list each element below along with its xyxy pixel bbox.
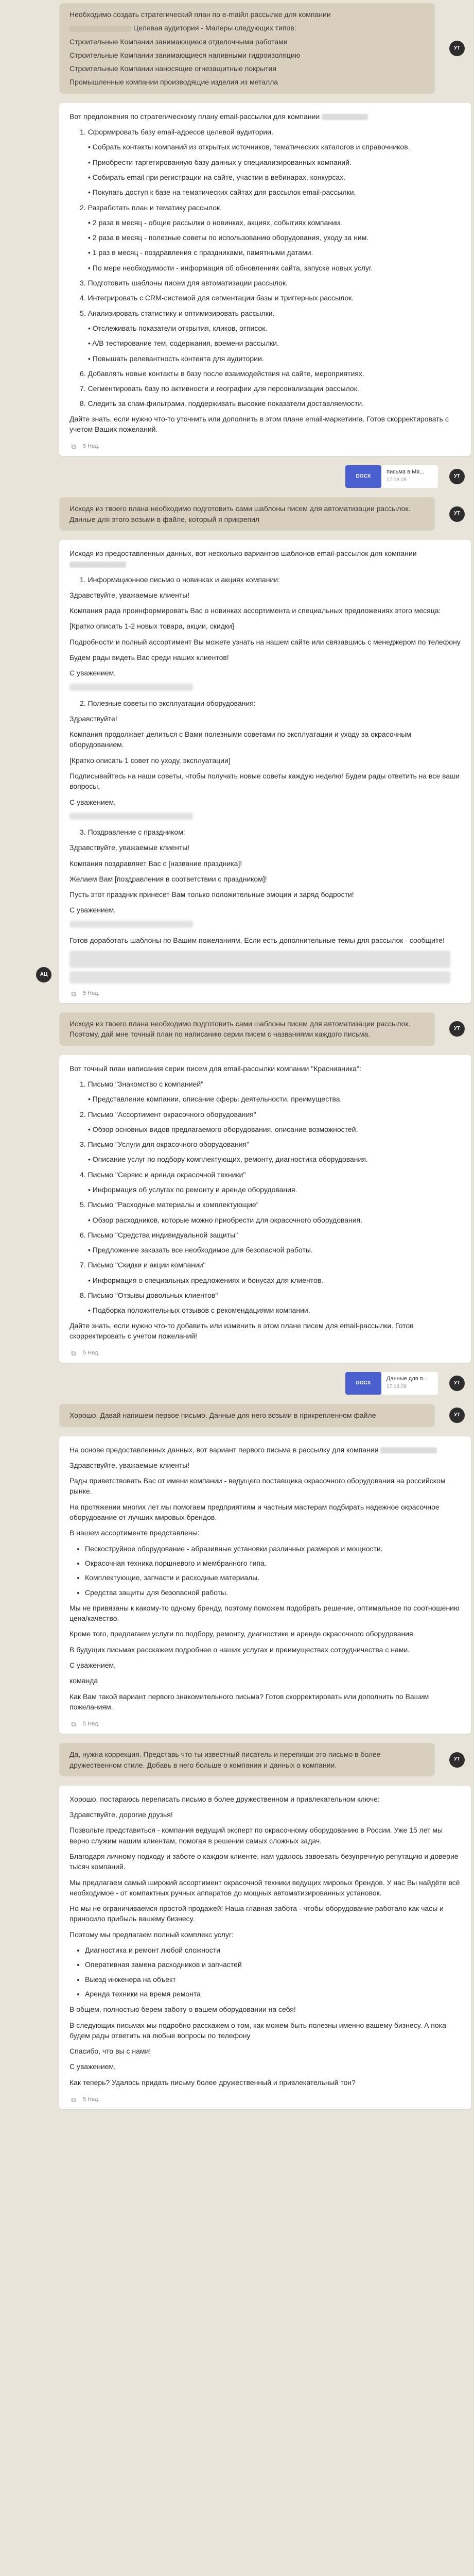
message-footer [69, 2093, 461, 2104]
letter-plan-item: • Предложение заказать все необходимое для безопасной работы. [88, 1246, 313, 1255]
redacted-block [69, 951, 450, 968]
letter-line: Мы не привязаны к какому-то одному бренду, поэтому поможем подобрать решение, оптимальное по соотношению цена/качество. [69, 1603, 460, 1623]
assistant-message-card [59, 1436, 471, 1734]
message-line: Исходя из твоего плана необходимо подготовить сами шаблоны писем для автоматизации рассылок. Данные для этого возьми в файле, который я прикрепил [69, 504, 411, 523]
letter-plan-item: • Представление компании, описание сферы деятельности, преимущества. [88, 1095, 342, 1104]
copy-icon[interactable]: ⧉ [71, 989, 76, 997]
message-intro: На основе предоставленных данных, вот вариант первого письма в рассылку для компании [69, 1445, 461, 1455]
user-avatar[interactable]: УТ [449, 1408, 465, 1423]
template-line: Компания рада проинформировать Вас о новинках ассортимента и специальных предложениях этого месяца: [69, 606, 441, 615]
message-line: Строительные Компании занимающиеся наливными гидроизоляцию [69, 50, 301, 59]
redacted-signature [69, 812, 193, 820]
service-item: • Аренда техники на время ремонта [85, 1989, 461, 1999]
assortment-item: • Средства защиты для безопасной работы. [85, 1587, 461, 1598]
letter-line: В будущих письмах расскажем подробнее о наших услугах и преимуществах сотрудничества с нами. [69, 1645, 410, 1654]
letter-body [69, 1603, 461, 1712]
user-message [0, 3, 474, 94]
assistant-message-card [59, 1786, 471, 2109]
message-age: 5 Нед. [83, 1350, 100, 1357]
letter-plan-item: • Обзор основных видов предлагаемого оборудования, описание возможностей. [88, 1125, 358, 1133]
message-line: Да, нужна коррекция. Представь что ты известный писатель и перепиши это письмо в более дружественном стиле. Добавь в него больше о компании и данных о компании. [69, 1750, 381, 1769]
file-icon: DOCX [345, 465, 381, 488]
assistant-message-card [59, 1055, 471, 1363]
template-line: Компания продолжает делиться с Вами полезными советами по эксплуатации и уходу за окрасочным оборудованием. [69, 730, 411, 749]
letter-line: В следующих письмах мы подробно расскажем о том, как можем быть полезны именно вашему бизнесу. А пока будем рады ответить на любые вопросы по телефону [69, 2021, 446, 2040]
template-body [69, 714, 461, 807]
template-line: Подписывайтесь на наши советы, чтобы получать новые советы каждую неделю! Будем рады ответить на все ваши вопросы. [69, 772, 460, 791]
section-heading: 1. Информационное письмо о новинках и акциях компании: [80, 575, 280, 584]
template-line: Здравствуйте, уважаемые клиенты! [69, 843, 190, 852]
section-heading: 3. Поздравление с праздником: [80, 827, 185, 836]
template-line: С уважением, [69, 669, 116, 677]
message-age: 5 Нед. [83, 2096, 100, 2103]
assistant-message-card [59, 540, 471, 1003]
letter-plan-item: • Обзор расходников, которые можно приобрести для окрасочного оборудования. [88, 1215, 363, 1224]
message-outro: Дайте знать, если нужно что-то уточнить или дополнить в этом плане email-маркетинга. Готов скорректировать с учетом Ваших пожеланий. [69, 414, 449, 434]
message-footer [69, 1717, 461, 1728]
template-line: С уважением, [69, 906, 116, 914]
letter-plan-item: 6. Письмо "Средства индивидуальной защиты" [80, 1230, 238, 1239]
assortment-list [85, 1544, 461, 1598]
plan-item: 4. Интегрировать с CRM-системой для сегментации базы и триггерных рассылок. [80, 294, 354, 302]
template-line: Подробности и полный ассортимент Вы можете узнать на нашем сайте или связавшись с менеджером по телефону [69, 637, 461, 646]
message-footer [69, 1346, 461, 1358]
letter-plan-item: • Информация о специальных предложениях и бонусах для клиентов. [88, 1276, 324, 1284]
template-line: Желаем Вам [поздравления в соответствии с праздником]! [69, 874, 267, 883]
user-avatar[interactable]: УТ [449, 506, 465, 522]
user-message [0, 1404, 474, 1427]
template-line: [Кратко описать 1-2 новых товара, акции, скидки] [69, 622, 234, 631]
copy-icon[interactable]: ⧉ [71, 2095, 76, 2104]
message-outro: Готов доработать шаблоны по Вашим пожеланиям. Если есть дополнительные темы для рассылок - сообщите! [69, 936, 445, 944]
plan-list [69, 127, 461, 409]
user-message-bubble [59, 1404, 435, 1427]
message-line: Строительные Компании наносящие огнезащитные покрытия [69, 64, 276, 73]
plan-item: 2. Разработать план и тематику рассылок. [80, 203, 222, 212]
user-message [0, 1012, 474, 1046]
plan-item: 6. Добавлять новые контакты в базу после взаимодействия на сайте, мероприятиях. [80, 369, 364, 378]
letter-line: Благодаря личному подходу и заботе о каждом клиенте, нам удалось завоевать безупречную репутацию и доверие тысяч компаний. [69, 1852, 459, 1871]
template-line: Компания поздравляет Вас с [название праздника]! [69, 859, 242, 868]
message-footer [69, 987, 461, 998]
template-line: С уважением, [69, 798, 116, 806]
template-line: Пусть этот праздник принесет Вам только положительные эмоции и заряд бодрости! [69, 890, 354, 899]
template-line: Будем рады видеть Вас среди наших клиентов! [69, 653, 229, 662]
user-avatar[interactable]: УТ [449, 41, 465, 56]
plan-item: • Отслеживать показатели открытия, кликов, отписок. [88, 324, 268, 332]
file-name: письма в Мя... [387, 469, 425, 476]
letter-line: Как теперь? Удалось придать письму более дружественный и привлекательный тон? [69, 2078, 356, 2087]
template-body [69, 590, 461, 679]
message-intro: Исходя из предоставленных данных, вот несколько вариантов шаблонов email-рассылок для компании [69, 548, 461, 569]
user-avatar[interactable]: УТ [449, 1752, 465, 1768]
letter-line: Мы предлагаем самый широкий ассортимент окрасочной техники ведущих мировых брендов. У нас Вы найдёте всё необходимое - от компактных ручных аппаратов до мощных автоматизированных установок. [69, 1878, 460, 1897]
service-item: • Диагностика и ремонт любой сложности [85, 1945, 461, 1955]
letter-line: С уважением, [69, 2062, 116, 2071]
message-line: Хорошо. Давай напишем первое письмо. Данные для него возьми в прикрепленном файле [69, 1411, 376, 1420]
user-avatar[interactable]: УТ [449, 469, 465, 484]
letter-plan-item: 8. Письмо "Отзывы довольных клиентов" [80, 1291, 218, 1300]
letter-plan-item: 7. Письмо "Скидки и акции компании" [80, 1261, 206, 1269]
message-intro: Вот точный план написания серии писем для email-рассылки компании "Краснианика": [69, 1064, 361, 1073]
message-intro: Вот предложения по стратегическому плану email-рассылки для компании [69, 111, 461, 122]
letter-plan-item: 2. Письмо "Ассортимент окрасочного оборудования" [80, 1110, 256, 1118]
plan-item: • По мере необходимости - информация об обновлениях сайта, запуске новых услуг. [88, 263, 373, 272]
message-line: Промышленные компании производящие изделия из металла [69, 78, 278, 87]
template-body [69, 842, 461, 915]
plan-item: • A/B тестирование тем, содержания, времени рассылки. [88, 339, 279, 348]
message-line: Исходя из твоего плана необходимо подготовить сами шаблоны писем для автоматизации рассылок. Поэтому, дай мне точный план по написанию серии писем с названиями каждого письма. [69, 1020, 411, 1039]
assortment-item: • Комплектующие, запчасти и расходные материалы. [85, 1572, 461, 1583]
redacted-text [69, 562, 126, 568]
user-message-bubble [59, 1012, 435, 1046]
letter-line: Как Вам такой вариант первого знакомительного письма? Готов скорректировать или дополнить по Вашим пожеланиям. [69, 1692, 429, 1711]
letter-plan-list [69, 1079, 461, 1316]
letter-plan-item: 3. Письмо "Услуги для окрасочного оборудования" [80, 1140, 250, 1149]
letter-line: Но мы не ограничиваемся простой продажей! Наша главная забота - чтобы оборудование работало как часы и приносило прибыль вашему бизнесу. [69, 1904, 444, 1923]
letter-plan-item: 4. Письмо "Сервис и аренда окрасочной техники" [80, 1170, 246, 1179]
services-list [85, 1945, 461, 1999]
message-age: 5 Нед. [83, 990, 100, 997]
assistant-message [0, 1055, 474, 1363]
message-footer [69, 439, 461, 451]
user-avatar[interactable]: УТ [449, 1021, 465, 1037]
plan-item: • Покупать доступ к базе на тематических сайтах для рассылок email-рассылки. [88, 188, 356, 197]
assistant-message [0, 1786, 474, 2109]
plan-item: • Собрать контакты компаний из открытых источников, тематических каталогов и справочников. [88, 143, 410, 151]
letter-line: В общем, полностью берем заботу о вашем оборудовании на себя! [69, 2005, 296, 2014]
letter-line: Спасибо, что вы с нами! [69, 2047, 151, 2056]
attached-file[interactable] [0, 1372, 474, 1395]
user-avatar[interactable]: УТ [449, 1376, 465, 1391]
plan-item: 5. Анализировать статистику и оптимизировать рассылки. [80, 309, 275, 317]
template-line: [Кратко описать 1 совет по уходу, эксплуатации] [69, 756, 231, 765]
service-item: • Оперативная замена расходников и запчастей [85, 1959, 461, 1970]
plan-item: • Приобрести таргетированную базу данных у специализированных компаний. [88, 158, 352, 166]
letter-line: Поэтому мы предлагаем полный комплекс услуг: [69, 1930, 234, 1939]
file-meta [381, 1372, 438, 1395]
assistant-message [0, 540, 474, 1003]
user-message [0, 1743, 474, 1776]
letter-plan-item: • Описание услуг по подбору комплектующих, ремонту, диагностика оборудования. [88, 1155, 368, 1164]
redacted-block [69, 971, 450, 984]
plan-item: • Собирать email при регистрации на сайте, участии в вебинарах, конкурсах. [88, 173, 346, 181]
letter-plan-item: 5. Письмо "Расходные материалы и комплектующие" [80, 1200, 259, 1209]
letter-line: Позвольте представиться - компания ведущий эксперт по окрасочному оборудованию в России. Уже 15 лет мы верно служим нашим клиентам, помогая в решении самых сложных задач. [69, 1826, 443, 1845]
letter-line: В нашем ассортименте представлены: [69, 1529, 200, 1537]
plan-item: 7. Сегментировать базу по активности и географии для персонализации рассылок. [80, 384, 359, 393]
letter-line: Здравствуйте, уважаемые клиенты! [69, 1461, 190, 1469]
message-age: 5 Нед. [83, 443, 100, 450]
user-message [0, 497, 474, 531]
redacted-signature [69, 921, 193, 928]
redacted-text [380, 1447, 437, 1453]
letter-body [69, 1794, 461, 1940]
user-message-bubble [59, 497, 435, 531]
redacted-text [322, 114, 368, 120]
service-item: • Выезд инженера на объект [85, 1974, 461, 1985]
letter-plan-item: • Информация об услугах по ремонту и аренде оборудования. [88, 1185, 297, 1194]
plan-item: • 2 раза в месяц - общие рассылки о новинках, акциях, событиях компании. [88, 218, 342, 227]
message-outro: Дайте знать, если нужно что-то добавить или изменить в этом плане писем для email-рассылки. Готов скорректировать с учетом пожеланий! [69, 1321, 414, 1340]
letter-plan-item: 1. Письмо "Знакомство с компанией" [80, 1079, 204, 1088]
redacted-text [69, 26, 131, 32]
assistant-message [0, 1436, 474, 1734]
letter-line: команда [69, 1676, 98, 1685]
message-line: Строительные Компании занимающиеся отделочными работами [69, 37, 288, 46]
section-heading: 2. Полезные советы по эксплуатации оборудования: [80, 699, 256, 707]
file-meta [381, 465, 438, 488]
assortment-item: • Пескоструйное оборудование - абразивные установки различных размеров и мощности. [85, 1544, 461, 1554]
file-time: 17:18:09 [387, 1384, 407, 1390]
file-name: Данные для п... [387, 1376, 428, 1382]
letter-line: Здравствуйте, дорогие друзья! [69, 1810, 173, 1819]
assistant-avatar: АЦ [36, 967, 51, 982]
plan-item: 3. Подготовить шаблоны писем для автоматизации рассылок. [80, 279, 288, 287]
message-line: Необходимо создать стратегический план по e-maiйл рассылке для компании [69, 10, 331, 19]
assortment-item: • Окрасочная техника поршневого и мембранного типа. [85, 1558, 461, 1568]
plan-item: 1. Сформировать базу email-адресов целевой аудитории. [80, 128, 273, 137]
letter-line: Кроме того, предлагаем услуги по подбору, ремонту, диагностике и аренде окрасочного оборудования. [69, 1630, 415, 1638]
letter-body [69, 2004, 461, 2088]
letter-plan-item: • Подборка положительных отзывов с рекомендациями компании. [88, 1306, 310, 1315]
plan-item: • 1 раз в месяц - поздравления с праздниками, памятными датами. [88, 248, 313, 257]
copy-icon[interactable]: ⧉ [71, 442, 76, 450]
letter-line: С уважением, [69, 1661, 116, 1670]
plan-item: • Повышать релевантность контента для аудитории. [88, 354, 264, 363]
redacted-signature [69, 684, 193, 691]
assistant-message-card [59, 103, 471, 456]
letter-line: На протяжении многих лет мы помогаем предприятиям и частным мастерам подбирать надежное окрасочное оборудование от лучших мировых брендов. [69, 1502, 440, 1522]
message-line: Целевая аудитория - Малеры следующих типов: [69, 23, 425, 33]
letter-body [69, 1460, 461, 1538]
assistant-message [0, 103, 474, 456]
copy-icon[interactable]: ⧉ [71, 1720, 76, 1728]
file-time: 17:18:09 [387, 477, 407, 483]
message-age: 5 Нед. [83, 1721, 100, 1727]
plan-item: • 2 раза в месяц - полезные советы по использованию оборудования, уходу за ним. [88, 233, 369, 242]
plan-item: 8. Следить за спам-фильтрами, поддерживать высокие показатели доставляемости. [80, 399, 364, 408]
copy-icon[interactable]: ⧉ [71, 1349, 76, 1357]
template-line: Здравствуйте! [69, 714, 117, 723]
letter-line: Хорошо, постараюсь переписать письмо в более дружественном и привлекательном ключе: [69, 1794, 380, 1803]
user-message-bubble [59, 3, 435, 94]
template-line: Здравствуйте, уважаемые клиенты! [69, 590, 190, 599]
letter-line: Рады приветствовать Вас от имени компании - ведущего поставщика окрасочного оборудования на российском рынке. [69, 1477, 446, 1496]
file-icon: DOCX [345, 1372, 381, 1395]
attached-file[interactable] [0, 465, 474, 488]
user-message-bubble [59, 1743, 435, 1776]
